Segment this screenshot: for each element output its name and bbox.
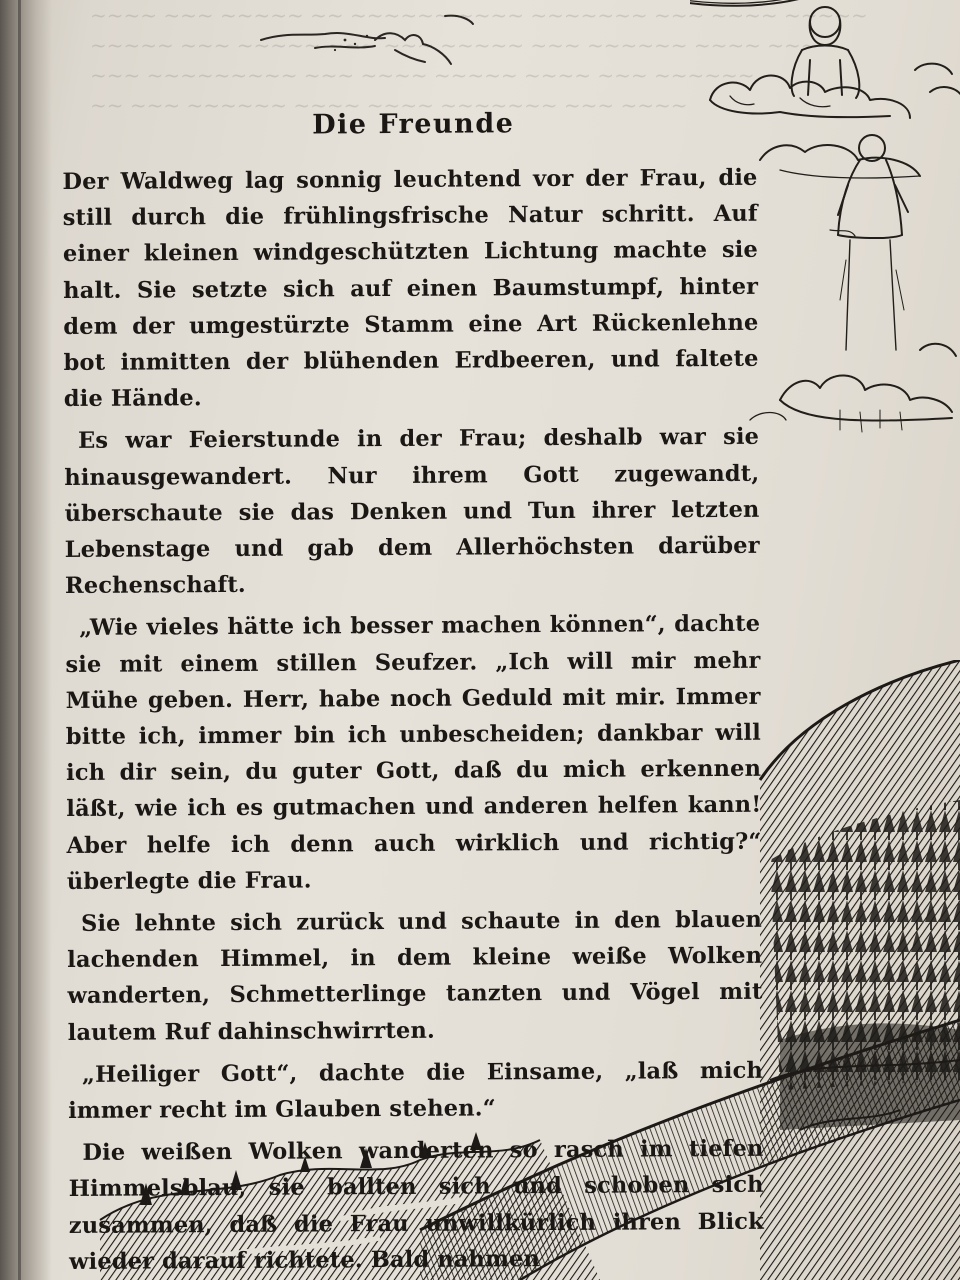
- paragraph-3: „Wie vieles hätte ich besser machen können“, dachte sie mit einem stillen Seufzer. „Ich will mir mehr Mühe geben. Herr, habe noch Geduld mit mir. Immer bitte ich, immer bin ich unbescheiden; dankbar will ich dir sein, du guter Gott, daß du mich erkennen läßt, wie ich es gutmachen und anderen helfen kann! Aber helfe ich denn auch wirklich und richtig?“ überlegte die Frau.: [65, 611, 762, 895]
- bleed-through-text: ~~~~ ~~~ ~~~~~ ~~ ~~~~~~ ~~~~ ~~~~~~~ ~~~ ~~~~ ~~~~~ ~~~~~ ~~~ ~~~~~ ~~~ ~~~ ~~~~~ ~~~ ~~~~~~ ~~~~ ~~~ ~~~ ~~~~~~~~~ ~~~ ~~~~ ~~~~~ ~~~~ ~~~ ~~~~~~ ~~ ~~~ ~~~~~~ ~~~~ ~~~~ ~~~~~~~ ~~~ ~~~~: [90, 3, 868, 117]
- chapter-title: Die Freunde: [312, 108, 515, 141]
- paragraph-4: Sie lehnte sich zurück und schaute in den blauen lachenden Himmel, in dem kleine weiße Wolken wanderten, Schmetterlinge tanzten und Vögel mit lautem Ruf dahinschwirrten.: [67, 906, 763, 1046]
- cloud-sketch-illustration: [255, 10, 475, 70]
- paragraph-6: Die weißen Wolken wanderten so rasch im tiefen Himmelsblau, sie ballten sich und schoben sich zusammen, daß die Frau unwillkürlich ihren Blick wieder darauf richtete. Bald nahmen: [68, 1136, 764, 1275]
- text-column: [62, 96, 764, 1280]
- paragraph-5: „Heiliger Gott“, dachte die Einsame, „laß mich immer recht im Glauben stehen.“: [68, 1057, 764, 1125]
- paragraph-2: Es war Feierstunde in der Frau; deshalb war sie hinausgewandert. Nur ihrem Gott zugewandt, überschaute sie das Denken und Tun ihrer letzten Lebenstage und gab dem Allerhöchsten darüber Rechenschaft.: [64, 424, 760, 600]
- paragraph-1: Der Waldweg lag sonnig leuchtend vor der Frau, die still durch die frühlingsfrische Natur schritt. Auf einer kleinen windgeschützten Lichtung machte sie halt. Sie setzte sich auf einen Baumstumpf, hinter dem der umgestürzte Stamm eine Art Rückenlehne bot inmitten der blühenden Erdbeeren, und faltete die Hände.: [62, 164, 759, 413]
